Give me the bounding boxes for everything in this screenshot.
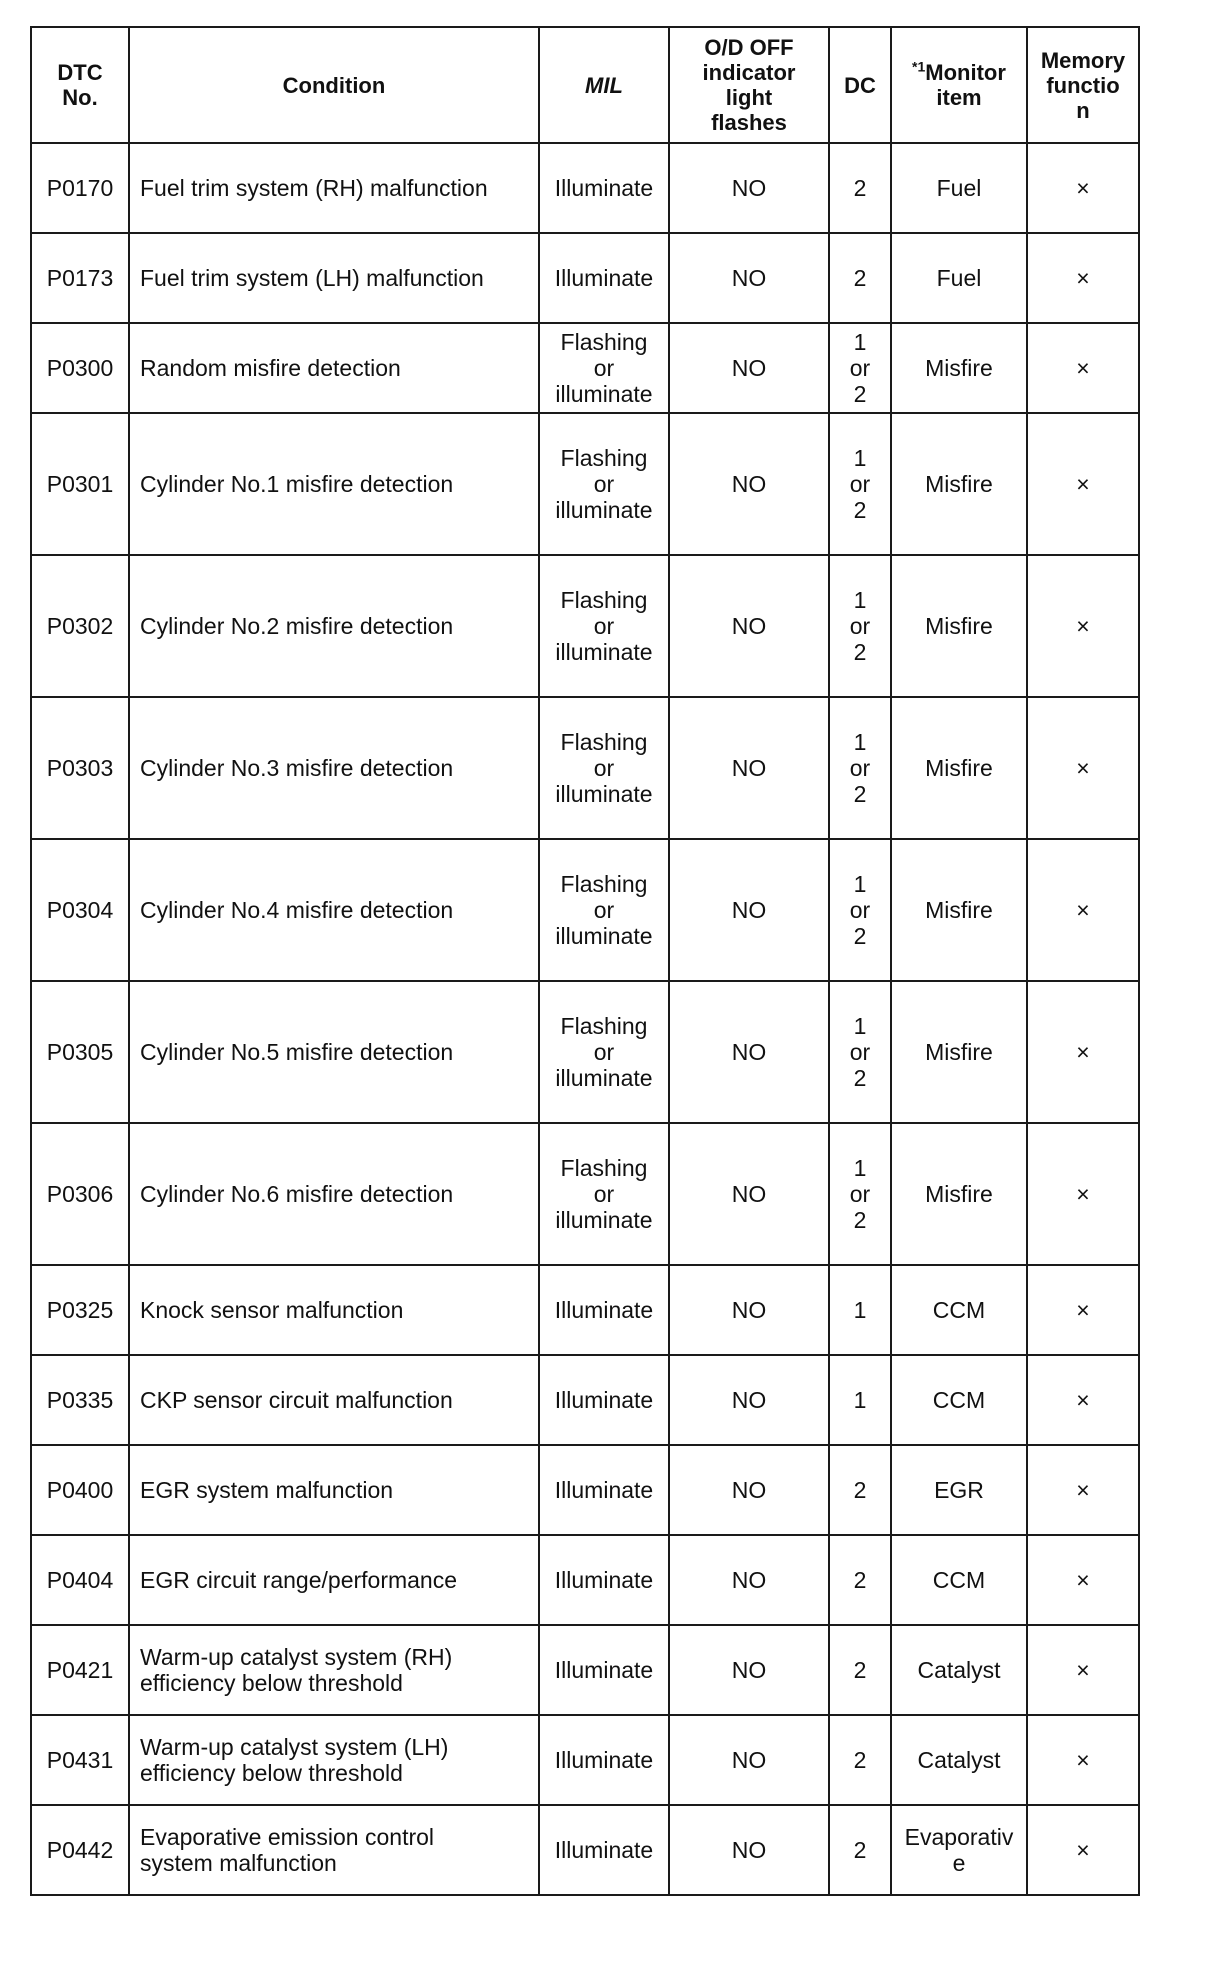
table-row bbox=[31, 981, 1139, 1123]
cell-mil: Illuminate bbox=[539, 1535, 669, 1625]
cell-memory-function: × bbox=[1027, 1535, 1139, 1625]
table-body bbox=[31, 143, 1139, 1895]
cell-monitor-item: CCM bbox=[891, 1535, 1027, 1625]
cell-dtc-no: P0325 bbox=[31, 1265, 129, 1355]
cell-monitor-item: CCM bbox=[891, 1265, 1027, 1355]
cell-condition: Fuel trim system (LH) malfunction bbox=[129, 233, 539, 323]
cell-condition: EGR circuit range/performance bbox=[129, 1535, 539, 1625]
table-row bbox=[31, 555, 1139, 697]
cell-condition: Fuel trim system (RH) malfunction bbox=[129, 143, 539, 233]
cell-condition: Knock sensor malfunction bbox=[129, 1265, 539, 1355]
cell-mil: Illuminate bbox=[539, 143, 669, 233]
table-row bbox=[31, 233, 1139, 323]
cell-dtc-no: P0173 bbox=[31, 233, 129, 323]
cell-condition: Cylinder No.6 misfire detection bbox=[129, 1123, 539, 1265]
cell-dc: 1 or 2 bbox=[829, 555, 891, 697]
cell-dtc-no: P0170 bbox=[31, 143, 129, 233]
cell-mil: Flashing or illuminate bbox=[539, 981, 669, 1123]
cell-memory-function: × bbox=[1027, 1625, 1139, 1715]
cell-dtc-no: P0400 bbox=[31, 1445, 129, 1535]
cell-od-off-flashes: NO bbox=[669, 981, 829, 1123]
cell-monitor-item: Catalyst bbox=[891, 1625, 1027, 1715]
cell-monitor-item: Evaporativ e bbox=[891, 1805, 1027, 1895]
cell-condition: Random misfire detection bbox=[129, 323, 539, 413]
cell-od-off-flashes: NO bbox=[669, 555, 829, 697]
cell-monitor-item: CCM bbox=[891, 1355, 1027, 1445]
cell-memory-function: × bbox=[1027, 1123, 1139, 1265]
cell-dtc-no: P0301 bbox=[31, 413, 129, 555]
header-od-off-indicator: O/D OFF indicator light flashes bbox=[669, 27, 829, 143]
cell-dc: 1 or 2 bbox=[829, 323, 891, 413]
cell-memory-function: × bbox=[1027, 1355, 1139, 1445]
cell-dc: 1 or 2 bbox=[829, 839, 891, 981]
table-row bbox=[31, 697, 1139, 839]
cell-od-off-flashes: NO bbox=[669, 839, 829, 981]
cell-memory-function: × bbox=[1027, 1265, 1139, 1355]
cell-condition: Cylinder No.1 misfire detection bbox=[129, 413, 539, 555]
cell-condition: Cylinder No.5 misfire detection bbox=[129, 981, 539, 1123]
cell-memory-function: × bbox=[1027, 413, 1139, 555]
cell-dtc-no: P0304 bbox=[31, 839, 129, 981]
cell-dtc-no: P0302 bbox=[31, 555, 129, 697]
table-row bbox=[31, 1355, 1139, 1445]
cell-dc: 1 or 2 bbox=[829, 697, 891, 839]
cell-condition: Cylinder No.4 misfire detection bbox=[129, 839, 539, 981]
table-row bbox=[31, 1265, 1139, 1355]
cell-monitor-item: Misfire bbox=[891, 981, 1027, 1123]
cell-mil: Flashing or illuminate bbox=[539, 697, 669, 839]
cell-condition: Warm-up catalyst system (LH) efficiency below threshold bbox=[129, 1715, 539, 1805]
cell-mil: Illuminate bbox=[539, 233, 669, 323]
cell-mil: Flashing or illuminate bbox=[539, 323, 669, 413]
header-memory-function: Memory functio n bbox=[1027, 27, 1139, 143]
cell-dtc-no: P0300 bbox=[31, 323, 129, 413]
header-mil: MIL bbox=[539, 27, 669, 143]
table-row bbox=[31, 1445, 1139, 1535]
cell-dc: 2 bbox=[829, 1445, 891, 1535]
cell-mil: Flashing or illuminate bbox=[539, 1123, 669, 1265]
cell-mil: Illuminate bbox=[539, 1805, 669, 1895]
cell-condition: Cylinder No.2 misfire detection bbox=[129, 555, 539, 697]
cell-dtc-no: P0335 bbox=[31, 1355, 129, 1445]
cell-memory-function: × bbox=[1027, 839, 1139, 981]
cell-monitor-item: Misfire bbox=[891, 555, 1027, 697]
cell-mil: Illuminate bbox=[539, 1445, 669, 1535]
cell-dtc-no: P0404 bbox=[31, 1535, 129, 1625]
cell-monitor-item: Misfire bbox=[891, 323, 1027, 413]
cell-dtc-no: P0421 bbox=[31, 1625, 129, 1715]
table-row bbox=[31, 839, 1139, 981]
cell-dc: 1 or 2 bbox=[829, 1123, 891, 1265]
table-row bbox=[31, 413, 1139, 555]
header-dc: DC bbox=[829, 27, 891, 143]
cell-memory-function: × bbox=[1027, 1805, 1139, 1895]
header-monitor-item bbox=[891, 27, 1027, 143]
cell-od-off-flashes: NO bbox=[669, 1123, 829, 1265]
cell-dtc-no: P0306 bbox=[31, 1123, 129, 1265]
cell-memory-function: × bbox=[1027, 143, 1139, 233]
cell-dc: 2 bbox=[829, 1715, 891, 1805]
table-row bbox=[31, 1715, 1139, 1805]
cell-memory-function: × bbox=[1027, 555, 1139, 697]
cell-od-off-flashes: NO bbox=[669, 413, 829, 555]
cell-dtc-no: P0303 bbox=[31, 697, 129, 839]
cell-memory-function: × bbox=[1027, 697, 1139, 839]
cell-od-off-flashes: NO bbox=[669, 1535, 829, 1625]
table-row bbox=[31, 1625, 1139, 1715]
cell-dc: 2 bbox=[829, 143, 891, 233]
table-row bbox=[31, 1123, 1139, 1265]
cell-dtc-no: P0305 bbox=[31, 981, 129, 1123]
cell-monitor-item: Misfire bbox=[891, 413, 1027, 555]
cell-od-off-flashes: NO bbox=[669, 1715, 829, 1805]
cell-od-off-flashes: NO bbox=[669, 1805, 829, 1895]
header-row bbox=[31, 27, 1139, 143]
cell-condition: EGR system malfunction bbox=[129, 1445, 539, 1535]
cell-memory-function: × bbox=[1027, 981, 1139, 1123]
table-row bbox=[31, 1805, 1139, 1895]
cell-mil: Flashing or illuminate bbox=[539, 555, 669, 697]
table-row bbox=[31, 323, 1139, 413]
cell-dc: 1 or 2 bbox=[829, 413, 891, 555]
dtc-table bbox=[30, 26, 1140, 1896]
cell-od-off-flashes: NO bbox=[669, 1445, 829, 1535]
cell-memory-function: × bbox=[1027, 233, 1139, 323]
cell-od-off-flashes: NO bbox=[669, 323, 829, 413]
cell-condition: CKP sensor circuit malfunction bbox=[129, 1355, 539, 1445]
cell-condition: Warm-up catalyst system (RH) efficiency below threshold bbox=[129, 1625, 539, 1715]
cell-dc: 2 bbox=[829, 1805, 891, 1895]
cell-dc: 2 bbox=[829, 233, 891, 323]
cell-monitor-item: Misfire bbox=[891, 1123, 1027, 1265]
cell-od-off-flashes: NO bbox=[669, 143, 829, 233]
cell-dtc-no: P0431 bbox=[31, 1715, 129, 1805]
cell-dc: 1 bbox=[829, 1265, 891, 1355]
cell-mil: Flashing or illuminate bbox=[539, 413, 669, 555]
header-monitor-label: Monitor item bbox=[925, 60, 1006, 110]
header-condition: Condition bbox=[129, 27, 539, 143]
cell-mil: Illuminate bbox=[539, 1625, 669, 1715]
table-row bbox=[31, 143, 1139, 233]
table-row bbox=[31, 1535, 1139, 1625]
cell-condition: Cylinder No.3 misfire detection bbox=[129, 697, 539, 839]
cell-memory-function: × bbox=[1027, 1715, 1139, 1805]
cell-mil: Illuminate bbox=[539, 1715, 669, 1805]
header-monitor-footnote-mark: *1 bbox=[912, 58, 926, 75]
cell-monitor-item: Misfire bbox=[891, 697, 1027, 839]
cell-od-off-flashes: NO bbox=[669, 697, 829, 839]
cell-condition: Evaporative emission control system malfunction bbox=[129, 1805, 539, 1895]
cell-memory-function: × bbox=[1027, 323, 1139, 413]
cell-od-off-flashes: NO bbox=[669, 1625, 829, 1715]
cell-mil: Illuminate bbox=[539, 1265, 669, 1355]
cell-od-off-flashes: NO bbox=[669, 233, 829, 323]
cell-mil: Flashing or illuminate bbox=[539, 839, 669, 981]
cell-monitor-item: Catalyst bbox=[891, 1715, 1027, 1805]
cell-dc: 2 bbox=[829, 1535, 891, 1625]
cell-monitor-item: Fuel bbox=[891, 143, 1027, 233]
cell-memory-function: × bbox=[1027, 1445, 1139, 1535]
cell-dc: 1 bbox=[829, 1355, 891, 1445]
cell-dc: 2 bbox=[829, 1625, 891, 1715]
cell-mil: Illuminate bbox=[539, 1355, 669, 1445]
header-dtc-no: DTC No. bbox=[31, 27, 129, 143]
cell-od-off-flashes: NO bbox=[669, 1265, 829, 1355]
cell-dtc-no: P0442 bbox=[31, 1805, 129, 1895]
cell-dc: 1 or 2 bbox=[829, 981, 891, 1123]
cell-monitor-item: Misfire bbox=[891, 839, 1027, 981]
cell-monitor-item: EGR bbox=[891, 1445, 1027, 1535]
cell-monitor-item: Fuel bbox=[891, 233, 1027, 323]
cell-od-off-flashes: NO bbox=[669, 1355, 829, 1445]
